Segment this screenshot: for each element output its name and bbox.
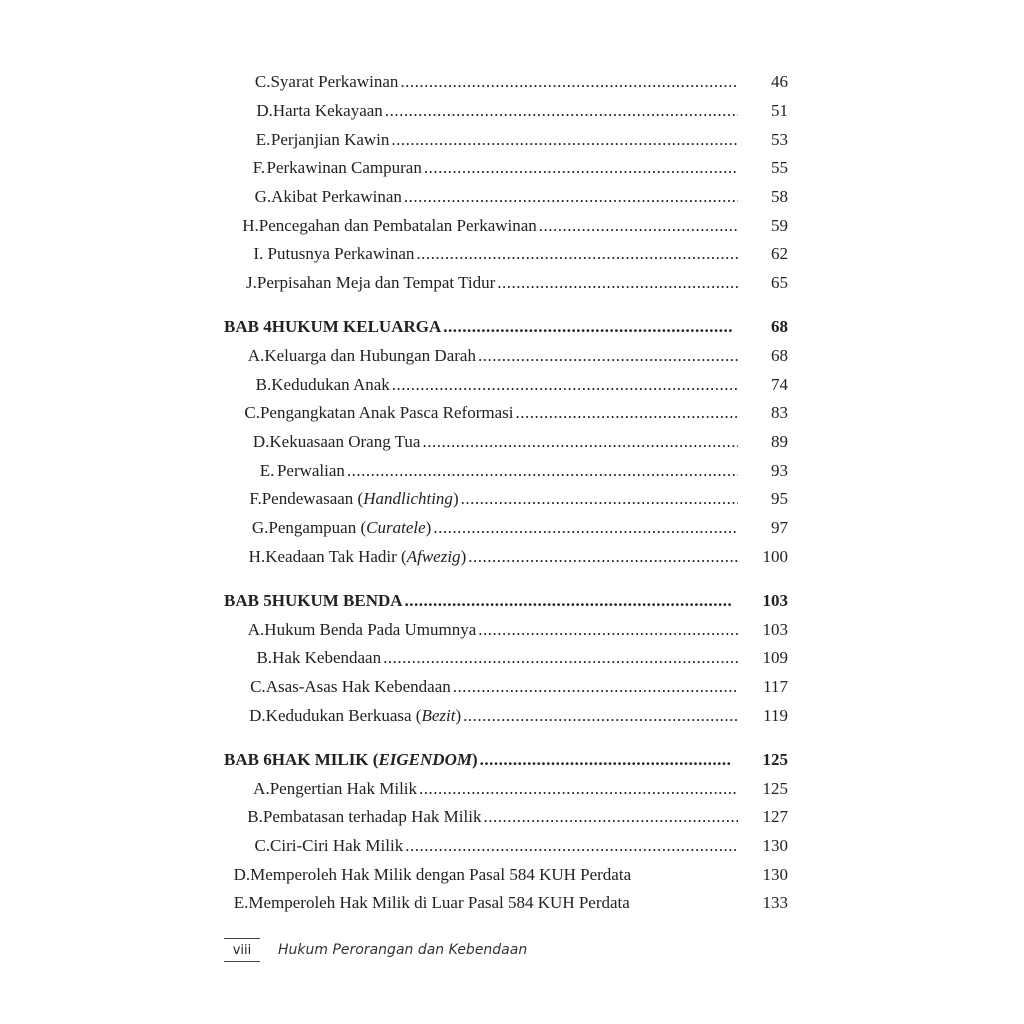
entry-title-text: Memperoleh Hak Milik di Luar Pasal 584 KUH Perdata: [248, 893, 630, 913]
section-title: [270, 72, 398, 92]
chapter-entry: [224, 587, 788, 616]
entry-title-text: Memperoleh Hak Milik dengan Pasal 584 KUH Perdata: [250, 864, 632, 884]
section-page: 100: [762, 546, 788, 566]
dot-leader: [513, 403, 738, 423]
entry-title-text: Syarat Perkawinan: [270, 72, 399, 92]
entry-title-text: Pencegahan dan Pembatalan Perkawinan: [258, 215, 537, 235]
section-letter: B.: [247, 807, 263, 827]
section-title: [273, 101, 383, 121]
section-title: [263, 807, 482, 827]
section-page: 103: [762, 619, 788, 639]
dot-leader: [414, 244, 738, 264]
section-title: [264, 346, 476, 366]
toc-chapter-group: [224, 587, 788, 730]
section-entry: [224, 673, 788, 702]
running-title: Hukum Perorangan dan Kebendaan: [278, 942, 528, 958]
section-title: [272, 648, 381, 668]
section-letter: I.: [253, 244, 264, 264]
chapter-entry: [224, 313, 788, 342]
entry-title-italic: Afwezig: [406, 546, 461, 566]
section-title: [268, 518, 431, 538]
dot-leader: [461, 706, 738, 726]
chapter-label: BAB 4: [224, 317, 272, 337]
chapter-entry: [224, 746, 788, 775]
section-title: [269, 432, 420, 452]
section-entry: [224, 774, 788, 803]
dot-leader: [476, 346, 738, 366]
section-letter: D.: [252, 432, 270, 452]
section-page: 109: [762, 648, 788, 668]
section-letter: F.: [249, 489, 262, 509]
section-letter: C.: [254, 836, 271, 856]
dot-leader: [403, 836, 738, 856]
section-title: [271, 187, 402, 207]
entry-title-text: Ciri-Ciri Hak Milik: [270, 836, 404, 856]
section-entry: [224, 154, 788, 183]
section-letter: H.: [248, 546, 266, 566]
toc-chapter-group: [224, 68, 788, 298]
dot-leader: [390, 375, 738, 395]
dot-leader: [495, 273, 738, 293]
section-letter: J.: [246, 273, 257, 293]
dot-leader: [402, 187, 738, 207]
dot-leader: [417, 779, 738, 799]
dot-leader: [345, 461, 738, 481]
section-letter: A.: [247, 346, 265, 366]
entry-title-text: Kedudukan Berkuasa (: [265, 705, 422, 725]
entry-title-text: Keluarga dan Hubungan Darah: [264, 346, 476, 366]
toc-chapter-group: [224, 313, 788, 571]
section-page: 95: [771, 489, 788, 509]
dot-leader: [478, 750, 732, 770]
section-page: 117: [763, 677, 788, 697]
entry-title-text: Kekuasaan Orang Tua: [269, 432, 421, 452]
entry-title-text: Kedudukan Anak: [271, 374, 390, 394]
dot-leader: [476, 620, 738, 640]
dot-leader: [481, 807, 738, 827]
section-title: [265, 547, 466, 567]
section-entry: [224, 269, 788, 298]
entry-title-italic: Curatele: [366, 518, 426, 538]
entry-title-text: Hak Kebendaan: [272, 648, 382, 668]
section-title: [271, 130, 390, 150]
entry-title-italic: Handlichting: [363, 489, 453, 509]
section-entry: [224, 97, 788, 126]
section-entry: [224, 428, 788, 457]
section-page: 89: [771, 432, 788, 452]
section-title: [264, 620, 476, 640]
section-letter: B.: [255, 374, 272, 394]
section-letter: C.: [244, 403, 260, 423]
dot-leader: [441, 317, 732, 337]
entry-title-text: Pengampuan (: [268, 518, 367, 538]
entry-title-text: Pengangkatan Anak Pasca Reformasi: [259, 403, 514, 423]
entry-title-text: Putusnya Perkawinan: [267, 244, 415, 264]
chapter-page: 125: [762, 749, 788, 769]
section-page: 119: [763, 705, 788, 725]
chapter-page: 103: [762, 591, 788, 611]
entry-title-text: Pengertian Hak Milik: [269, 778, 418, 798]
section-page: 93: [771, 460, 789, 480]
section-letter: B.: [256, 648, 273, 668]
section-page: 130: [762, 836, 788, 856]
section-page: 55: [771, 158, 788, 178]
section-title: [250, 865, 631, 885]
section-letter: D.: [249, 705, 266, 725]
section-entry: [224, 240, 788, 269]
section-page: 97: [771, 518, 788, 538]
entry-title-text: Pembatasan terhadap Hak Milik: [262, 807, 482, 827]
dot-leader: [466, 547, 738, 567]
section-entry: [224, 615, 788, 644]
section-page: 125: [762, 778, 788, 798]
chapter-title: [272, 591, 403, 611]
entry-title-text: HUKUM BENDA: [271, 591, 403, 611]
section-page: 127: [762, 807, 788, 827]
section-entry: [224, 889, 788, 918]
entry-title-text: Asas-Asas Hak Kebendaan: [265, 677, 451, 697]
section-page: 53: [771, 129, 788, 149]
section-title: [270, 779, 417, 799]
section-title: [260, 403, 514, 423]
chapter-label: BAB 5: [224, 591, 272, 611]
section-page: 59: [771, 215, 788, 235]
entry-title-text: Pendewasaan (: [261, 489, 364, 509]
entry-title-text: Keadaan Tak Hadir (: [265, 546, 407, 566]
section-entry: [224, 514, 788, 543]
section-title: [267, 158, 422, 178]
dot-leader: [451, 677, 738, 697]
section-page: 51: [771, 101, 788, 121]
section-title: [266, 706, 461, 726]
section-page: 46: [771, 72, 788, 92]
dot-leader: [431, 518, 738, 538]
section-title: [271, 375, 390, 395]
section-title: [262, 489, 459, 509]
entry-title-text: Harta Kekayaan: [272, 101, 383, 121]
section-entry: [224, 485, 788, 514]
section-page: 65: [771, 273, 788, 293]
section-entry: [224, 370, 788, 399]
chapter-page: 68: [771, 317, 788, 337]
table-of-contents: [224, 68, 788, 933]
entry-title-italic: Bezit: [421, 705, 456, 725]
dot-leader: [383, 101, 738, 121]
section-entry: [224, 125, 788, 154]
chapter-label: BAB 6: [224, 749, 272, 769]
dot-leader: [398, 72, 738, 92]
entry-title-suffix: ): [460, 546, 467, 566]
section-letter: E.: [259, 460, 275, 480]
section-letter: E.: [233, 893, 249, 913]
dot-leader: [403, 591, 732, 611]
entry-title-suffix: ): [425, 518, 432, 538]
entry-title-italic: EIGENDOM: [378, 749, 472, 769]
section-entry: [224, 183, 788, 212]
section-entry: [224, 456, 788, 485]
section-letter: H.: [242, 215, 259, 235]
section-entry: [224, 860, 788, 889]
section-title: [277, 461, 345, 481]
section-title: [257, 273, 495, 293]
section-letter: A.: [247, 619, 265, 639]
entry-title-text: Perpisahan Meja dan Tempat Tidur: [256, 273, 496, 293]
entry-title-text: Perkawinan Campuran: [266, 158, 422, 178]
dot-leader: [381, 648, 738, 668]
dot-leader: [537, 216, 738, 236]
entry-title-text: HUKUM KELUARGA: [271, 317, 442, 337]
section-entry: [224, 803, 788, 832]
dot-leader: [459, 489, 738, 509]
section-title: [268, 244, 415, 264]
section-page: 130: [762, 864, 788, 884]
section-entry: [224, 211, 788, 240]
section-letter: G.: [254, 187, 272, 207]
section-title: [259, 216, 537, 236]
section-letter: G.: [251, 518, 269, 538]
section-letter: D.: [256, 101, 273, 121]
section-letter: E.: [255, 129, 271, 149]
section-letter: D.: [233, 864, 251, 884]
section-page: 83: [771, 403, 788, 423]
section-page: 62: [771, 244, 788, 264]
chapter-title: [272, 317, 442, 337]
entry-title-text: HAK MILIK (: [271, 749, 379, 769]
chapter-title: [272, 750, 478, 770]
entry-title-suffix: ): [471, 749, 478, 769]
section-title: [248, 893, 629, 913]
section-entry: [224, 644, 788, 673]
section-entry: [224, 832, 788, 861]
section-page: 58: [771, 187, 788, 207]
section-letter: A.: [253, 778, 270, 798]
page-footer: [224, 938, 527, 962]
entry-title-text: Perwalian: [276, 460, 345, 480]
dot-leader: [422, 158, 738, 178]
section-title: [266, 677, 451, 697]
entry-title-text: Hukum Benda Pada Umumnya: [264, 619, 477, 639]
section-page: 133: [762, 893, 788, 913]
section-entry: [224, 543, 788, 572]
section-page: 74: [771, 374, 788, 394]
entry-title-text: Akibat Perkawinan: [271, 187, 402, 207]
section-page: 68: [771, 346, 788, 366]
dot-leader: [389, 130, 738, 150]
toc-chapter-group: [224, 746, 788, 918]
section-entry: [224, 342, 788, 371]
section-letter: C.: [250, 677, 266, 697]
entry-title-suffix: ): [452, 489, 459, 509]
section-letter: F.: [252, 158, 266, 178]
section-letter: C.: [254, 72, 271, 92]
entry-title-suffix: ): [455, 705, 462, 725]
entry-title-text: Perjanjian Kawin: [270, 129, 390, 149]
section-entry: [224, 701, 788, 730]
dot-leader: [420, 432, 738, 452]
section-entry: [224, 68, 788, 97]
section-title: [270, 836, 403, 856]
page-number: viii: [224, 938, 260, 962]
section-entry: [224, 399, 788, 428]
